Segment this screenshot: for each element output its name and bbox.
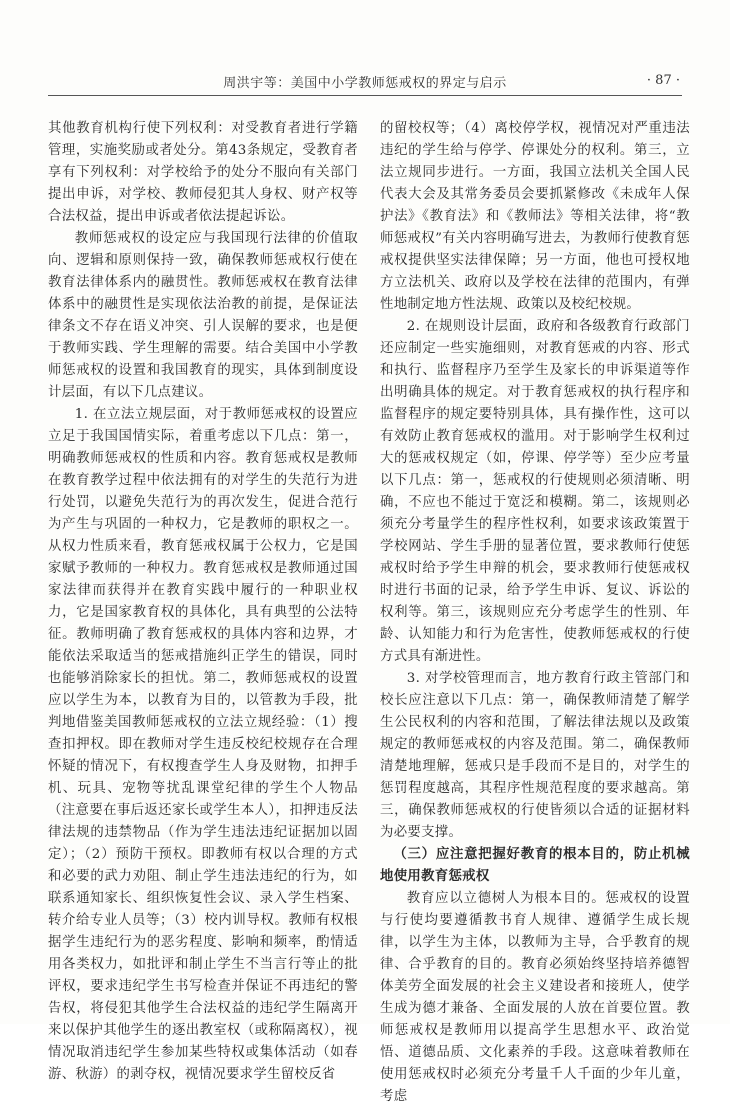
paragraph: 教育应以立德树人为根本目的。惩戒权的设置与行使均要遵循教书育人规律、遵循学生成长规律，以学生为主体，以教师为主导，合乎教育的规律、合乎教育的目的。教育必须始终坚持培养德智体美劳全面发展的社会主义建设者和接班人，使学生成为德才兼备、全面发展的人放在首要位置。教师惩戒权是教师用以提高学生思想水平、政治觉悟、道德品质、文化素养的手段。这意味着教师在使用惩戒权时必须充分考量千人千面的少年儿童，考虑	[380, 891, 690, 1104]
paragraph: 其他教育机构行使下列权利：对受教育者进行学籍管理，实施奖励或者处分。第43条规定，受教育者享有下列权利：对学校给予的处分不服向有关部门提出申诉，对学校、教师侵犯其人身权、财产权等合法权益，提出申诉或者依法提起诉讼。	[48, 121, 358, 224]
right-column	[380, 118, 690, 1104]
paragraph: 1. 在立法立规层面，对于教师惩戒权的设置应立足于我国国情实际，着重考虑以下几点：第一，明确教师惩戒权的性质和内容。教育惩戒权是教师在教育教学过程中依法拥有的对学生的失范行为进行处罚，以避免失范行为的再次发生，促进合范行为产生与巩固的一种权力，它是教师的职权之一。从权力性质来看，教育惩戒权属于公权力，它是国家赋予教师的一种权力。教育惩戒权是教师通过国家法律而获得并在教育实践中履行的一种职业权力，它是国家教育权的具体化，具有典型的公法特征。教师明确了教育惩戒权的具体内容和边界，才能依法采取适当的惩戒措施纠正学生的错误，同时也能够消除家长的担忧。第二，教师惩戒权的设置应以学生为本，以教育为目的，以管教为手段，批判地借鉴美国教师惩戒权的立法立规经验：（1）搜查扣押权。即在教师对学生违反校纪校规存在合理怀疑的情况下，有权搜查学生人身及财物，扣押手机、玩具、宠物等扰乱课堂纪律的学生个人物品（注意要在事后返还家长或学生本人），扣押违反法律法规的违禁物品（作为学生违法违纪证据加以固定）；（2）预防干预权。即教师有权以合理的方式和必要的武力劝阻、制止学生违法违纪的行为，如联系通知家长、组织恢复性会议、录入学生档案、转介给专业人员等；（3）校内训导权。教师有权根据学生违纪行为的恶劣程度、影响和频率，酌情适用各类权力，如批评和制止学生不当言行等止的批评权，要求违纪学生书写检查并保证不再违纪的警告权，将侵犯其他学生合法权益的违纪学生隔离开来以保护其他学生的逐出教室权（或称隔离权），视情况取消违纪学生参加某些特权或集体活动（如春游、秋游）的剥夺权，视情况要求学生留校反省	[48, 407, 358, 1082]
paragraph: 3. 对学校管理而言，地方教育行政主管部门和校长应注意以下几点：第一，确保教师清楚了解学生公民权利的内容和范围，了解法律法规以及政策规定的教师惩戒权的内容及范围。第二，确保教师清楚地理解，惩戒只是手段而不是目的，对学生的惩罚程度越高，其程序性规范程度的要求越高。第三，确保教师惩戒权的行使皆须以合适的证据材料为必要支撑。	[380, 671, 690, 840]
paragraph: 2. 在规则设计层面，政府和各级教育行政部门还应制定一些实施细则，对教育惩戒的内容、形式和执行、监督程序乃至学生及家长的申诉渠道等作出明确具体的规定。对于教育惩戒权的执行程序和监督程序的规定要特别具体，具有操作性，这可以有效防止教育惩戒权的滥用。对于影响学生权利过大的惩戒权规定（如，停课、停学等）至少应考量以下几点：第一，惩戒权的行使规则必须清晰、明确，不应也不能过于宽泛和模糊。第二，该规则必须充分考量学生的程序性权利，如要求该政策置于学校网站、学生手册的显著位置，要求教师行使惩戒权时给予学生申辩的机会，要求教师行使惩戒权时进行书面的记录，给予学生申诉、复议、诉讼的权利等。第三，该规则应充分考虑学生的性别、年龄、认知能力和行为危害性，使教师惩戒权的行使方式具有渐进性。	[380, 319, 690, 664]
paragraph: 的留校权等；（4）离校停学权，视情况对严重违法违纪的学生给与停学、停课处分的权利。第三，立法立规同步进行。一方面，我国立法机关全国人民代表大会及其常务委员会要抓紧修改《未成年人保护法》《教育法》和《教师法》等相关法律，将“教师惩戒权”有关内容明确写进去，为教师行使教育惩戒权提供坚实法律保障；另一方面，他也可授权地方立法机关、政府以及学校在法律的范围内，有弹性地制定地方性法规、政策以及校纪校规。	[380, 121, 690, 312]
header-rule	[48, 95, 682, 96]
section-heading: （三）应注意把握好教育的根本目的，防止机械地使用教育惩戒权	[380, 847, 690, 884]
running-title: 周洪宇等：美国中小学教师惩戒权的界定与启示	[223, 76, 507, 91]
left-column	[48, 118, 358, 1082]
running-header	[48, 66, 682, 96]
paragraph: 教师惩戒权的设定应与我国现行法律的价值取向、逻辑和原则保持一致，确保教师惩戒权行使在教育法律体系内的融贯性。教师惩戒权在教育法律体系中的融贯性是实现依法治教的前提，是保证法律条文不存在语义冲突、引人误解的要求，也是便于教师实践、学生理解的需要。结合美国中小学教师惩戒权的设置和我国教育的现实，具体到制度设计层面，有以下几点建议。	[48, 231, 358, 400]
page-number: · 87 ·	[646, 73, 680, 88]
